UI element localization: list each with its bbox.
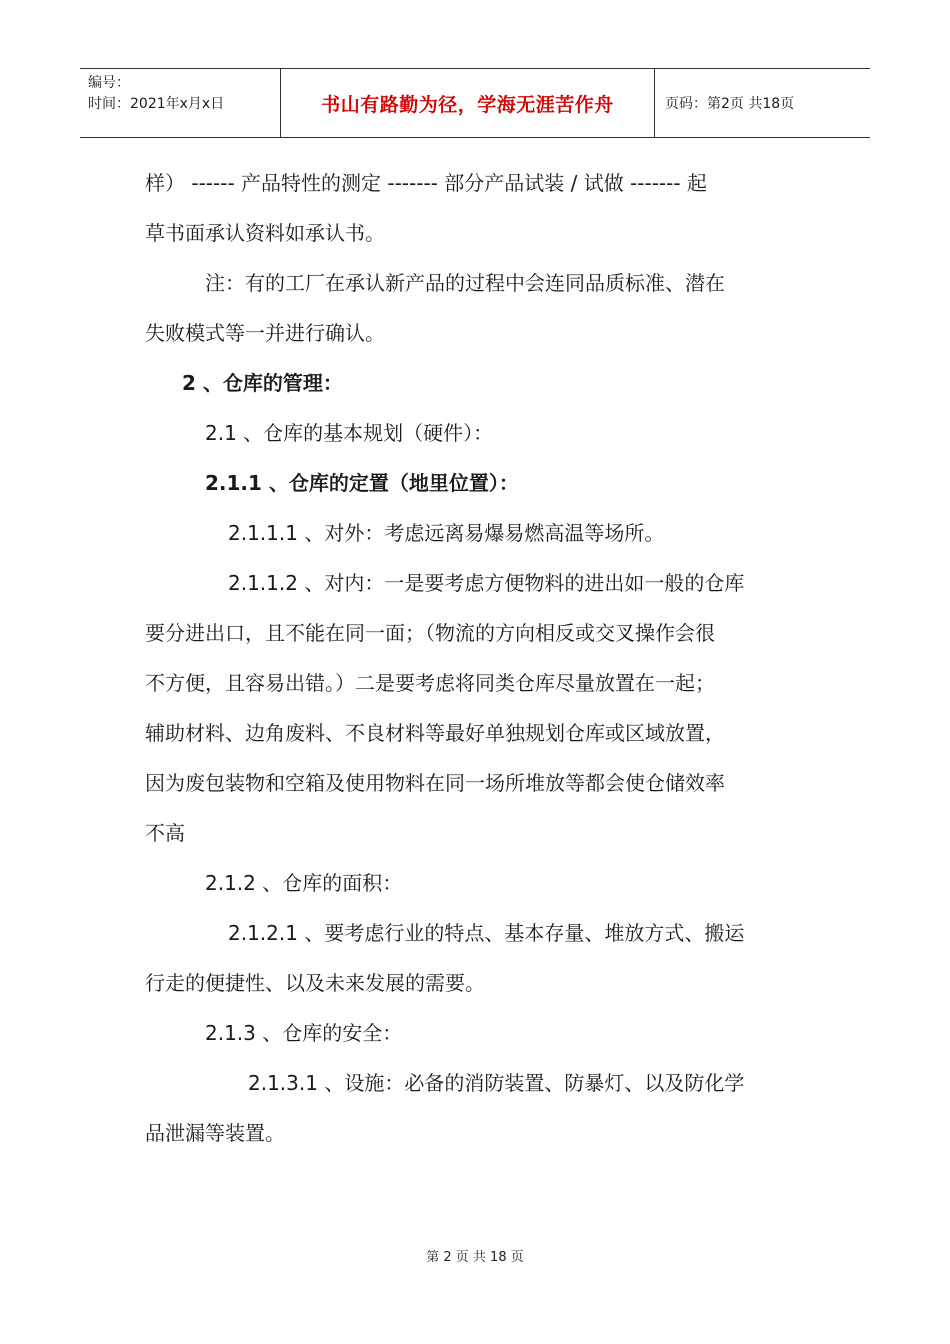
paragraph-line: 草书面承认资料如承认书。 (145, 221, 385, 245)
section-heading: 2 、仓库的管理： (182, 371, 343, 395)
subsection-heading: 2.1.2 、仓库的面积： (205, 871, 403, 895)
document-number: 编号： (88, 75, 130, 91)
paragraph-line: 2.1.3.1 、设施：必备的消防装置、防暴灯、以及防化学 (248, 1071, 745, 1095)
paragraph-line: 2.1.2.1 、要考虑行业的特点、基本存量、堆放方式、搬运 (228, 921, 745, 945)
paragraph-line: 2.1.1.1 、对外：考虑远离易爆易燃高温等场所。 (228, 521, 665, 545)
subsection-heading: 2.1.3 、仓库的安全： (205, 1021, 403, 1045)
note-line: 失败模式等一并进行确认。 (145, 321, 385, 345)
paragraph-line: 因为废包装物和空箱及使用物料在同一场所堆放等都会使仓储效率 (145, 771, 725, 795)
subsection-heading: 2.1.1 、仓库的定置（地里位置）： (205, 471, 519, 495)
paragraph-line: 行走的便捷性、以及未来发展的需要。 (145, 971, 485, 995)
page-header (80, 68, 870, 138)
header-motto: 书山有路勤为径，学海无涯苦作舟 (280, 69, 655, 137)
paragraph-line: 品泄漏等装置。 (145, 1121, 285, 1145)
paragraph-line: 要分进出口，且不能在同一面；（物流的方向相反或交叉操作会很 (145, 621, 715, 645)
paragraph-line: 辅助材料、边角废料、不良材料等最好单独规划仓库或区域放置， (145, 721, 725, 745)
paragraph-line: 不方便，且容易出错。）二是要考虑将同类仓库尽量放置在一起； (145, 671, 715, 695)
header-page-number: 页码：第2页 共18页 (665, 96, 795, 112)
subsection-heading: 2.1 、仓库的基本规划（硬件）： (205, 421, 494, 445)
note-line: 注：有的工厂在承认新产品的过程中会连同品质标准、潜在 (205, 271, 725, 295)
paragraph-line: 2.1.1.2 、对内：一是要考虑方便物料的进出如一般的仓库 (228, 571, 745, 595)
paragraph-line: 样） ------ 产品特性的测定 ------- 部分产品试装 / 试做 ------- 起 (145, 171, 707, 195)
page-footer: 第 2 页 共 18 页 (426, 1250, 524, 1265)
paragraph-line: 不高 (145, 821, 185, 845)
document-date: 时间：2021年x月x日 (88, 96, 225, 112)
header-meta (80, 69, 280, 137)
